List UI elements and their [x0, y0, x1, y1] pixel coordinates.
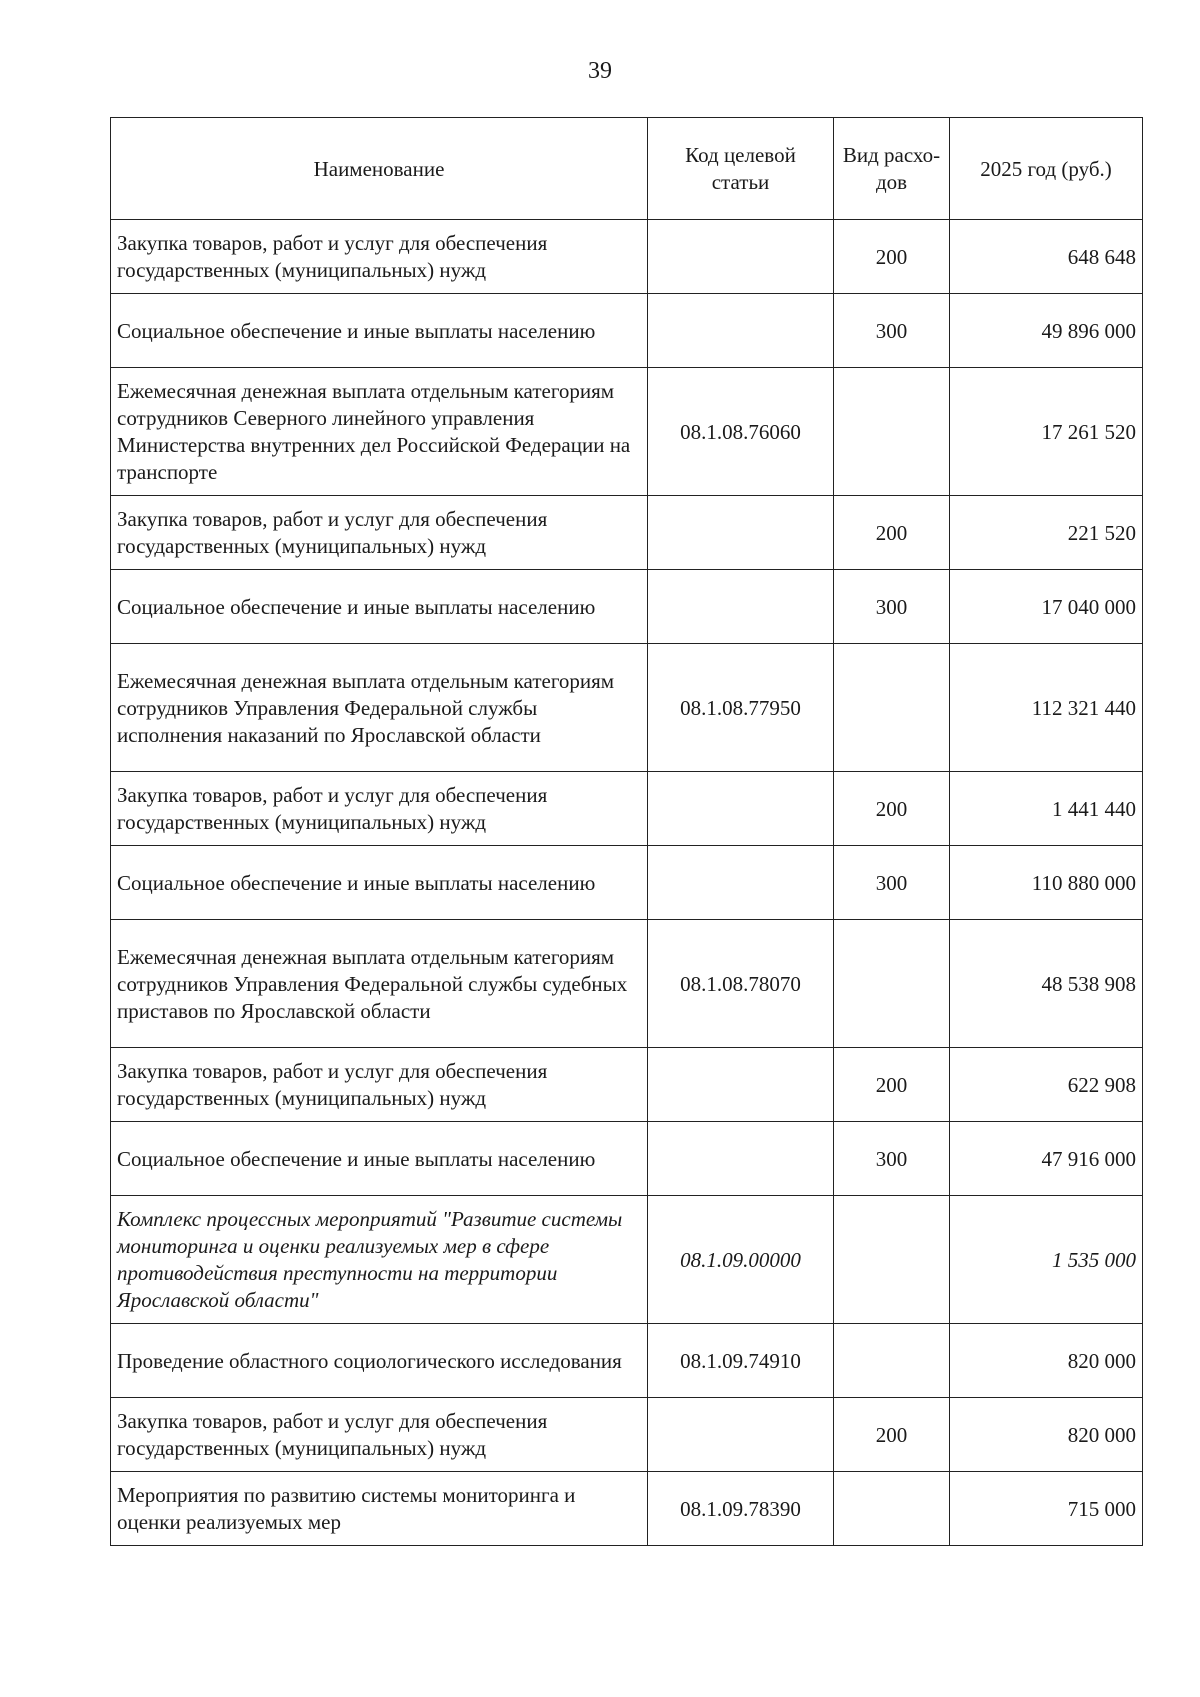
cell-kind [834, 1196, 950, 1324]
table-row [111, 644, 1143, 772]
cell-code: 08.1.08.76060 [648, 368, 834, 496]
cell-amount: 820 000 [950, 1398, 1143, 1472]
cell-code: 08.1.09.78390 [648, 1472, 834, 1546]
cell-kind [834, 920, 950, 1048]
cell-name: Социальное обеспечение и иные выплаты населению [111, 294, 648, 368]
table-row [111, 1398, 1143, 1472]
table-row [111, 1324, 1143, 1398]
cell-name: Закупка товаров, работ и услуг для обеспечения государственных (муниципальных) нужд [111, 220, 648, 294]
header-kind: Вид расхо-дов [834, 118, 950, 220]
cell-name: Социальное обеспечение и иные выплаты населению [111, 846, 648, 920]
table-row [111, 496, 1143, 570]
cell-name: Мероприятия по развитию системы мониторинга и оценки реализуемых мер [111, 1472, 648, 1546]
table-row [111, 294, 1143, 368]
table-body [111, 220, 1143, 1546]
cell-kind: 300 [834, 570, 950, 644]
cell-name: Социальное обеспечение и иные выплаты населению [111, 570, 648, 644]
cell-amount: 112 321 440 [950, 644, 1143, 772]
cell-name: Проведение областного социологического исследования [111, 1324, 648, 1398]
header-name: Наименование [111, 118, 648, 220]
table-row [111, 772, 1143, 846]
table-header-row [111, 118, 1143, 220]
cell-amount: 17 261 520 [950, 368, 1143, 496]
cell-kind: 300 [834, 1122, 950, 1196]
cell-amount: 648 648 [950, 220, 1143, 294]
cell-code: 08.1.09.00000 [648, 1196, 834, 1324]
cell-amount: 221 520 [950, 496, 1143, 570]
cell-code [648, 496, 834, 570]
cell-amount: 1 535 000 [950, 1196, 1143, 1324]
cell-code: 08.1.08.78070 [648, 920, 834, 1048]
cell-name: Ежемесячная денежная выплата отдельным категориям сотрудников Управления Федеральной службы исполнения наказаний по Ярославской области [111, 644, 648, 772]
cell-amount: 715 000 [950, 1472, 1143, 1546]
cell-code [648, 220, 834, 294]
cell-kind: 200 [834, 220, 950, 294]
cell-name: Закупка товаров, работ и услуг для обеспечения государственных (муниципальных) нужд [111, 1048, 648, 1122]
cell-kind: 300 [834, 294, 950, 368]
cell-kind [834, 1324, 950, 1398]
cell-name: Закупка товаров, работ и услуг для обеспечения государственных (муниципальных) нужд [111, 772, 648, 846]
table-row [111, 220, 1143, 294]
cell-code [648, 1048, 834, 1122]
cell-code [648, 1122, 834, 1196]
cell-amount: 17 040 000 [950, 570, 1143, 644]
cell-amount: 622 908 [950, 1048, 1143, 1122]
table-row [111, 1472, 1143, 1546]
table-row [111, 1048, 1143, 1122]
budget-table [110, 117, 1143, 1546]
cell-kind: 200 [834, 1048, 950, 1122]
table-row [111, 368, 1143, 496]
cell-code: 08.1.08.77950 [648, 644, 834, 772]
table-row [111, 846, 1143, 920]
cell-kind [834, 644, 950, 772]
cell-code [648, 570, 834, 644]
cell-kind [834, 1472, 950, 1546]
cell-name: Закупка товаров, работ и услуг для обеспечения государственных (муниципальных) нужд [111, 496, 648, 570]
cell-code [648, 1398, 834, 1472]
table-row [111, 570, 1143, 644]
cell-name: Ежемесячная денежная выплата отдельным категориям сотрудников Северного линейного управления Министерства внутренних дел Российской Федерации на транспорте [111, 368, 648, 496]
cell-amount: 47 916 000 [950, 1122, 1143, 1196]
table-row [111, 1122, 1143, 1196]
cell-amount: 49 896 000 [950, 294, 1143, 368]
cell-amount: 48 538 908 [950, 920, 1143, 1048]
cell-name: Комплекс процессных мероприятий "Развитие системы мониторинга и оценки реализуемых мер в сфере противодействия преступности на территории Ярославской области" [111, 1196, 648, 1324]
table-row [111, 1196, 1143, 1324]
page-number: 39 [588, 58, 612, 84]
cell-name: Социальное обеспечение и иные выплаты населению [111, 1122, 648, 1196]
cell-code [648, 772, 834, 846]
cell-code [648, 294, 834, 368]
cell-amount: 1 441 440 [950, 772, 1143, 846]
cell-amount: 110 880 000 [950, 846, 1143, 920]
header-code: Код целевой статьи [648, 118, 834, 220]
cell-kind: 300 [834, 846, 950, 920]
cell-kind [834, 368, 950, 496]
cell-kind: 200 [834, 496, 950, 570]
cell-amount: 820 000 [950, 1324, 1143, 1398]
cell-name: Закупка товаров, работ и услуг для обеспечения государственных (муниципальных) нужд [111, 1398, 648, 1472]
cell-code [648, 846, 834, 920]
table-row [111, 920, 1143, 1048]
cell-code: 08.1.09.74910 [648, 1324, 834, 1398]
header-amount: 2025 год (руб.) [950, 118, 1143, 220]
cell-name: Ежемесячная денежная выплата отдельным категориям сотрудников Управления Федеральной службы судебных приставов по Ярославской области [111, 920, 648, 1048]
cell-kind: 200 [834, 1398, 950, 1472]
cell-kind: 200 [834, 772, 950, 846]
